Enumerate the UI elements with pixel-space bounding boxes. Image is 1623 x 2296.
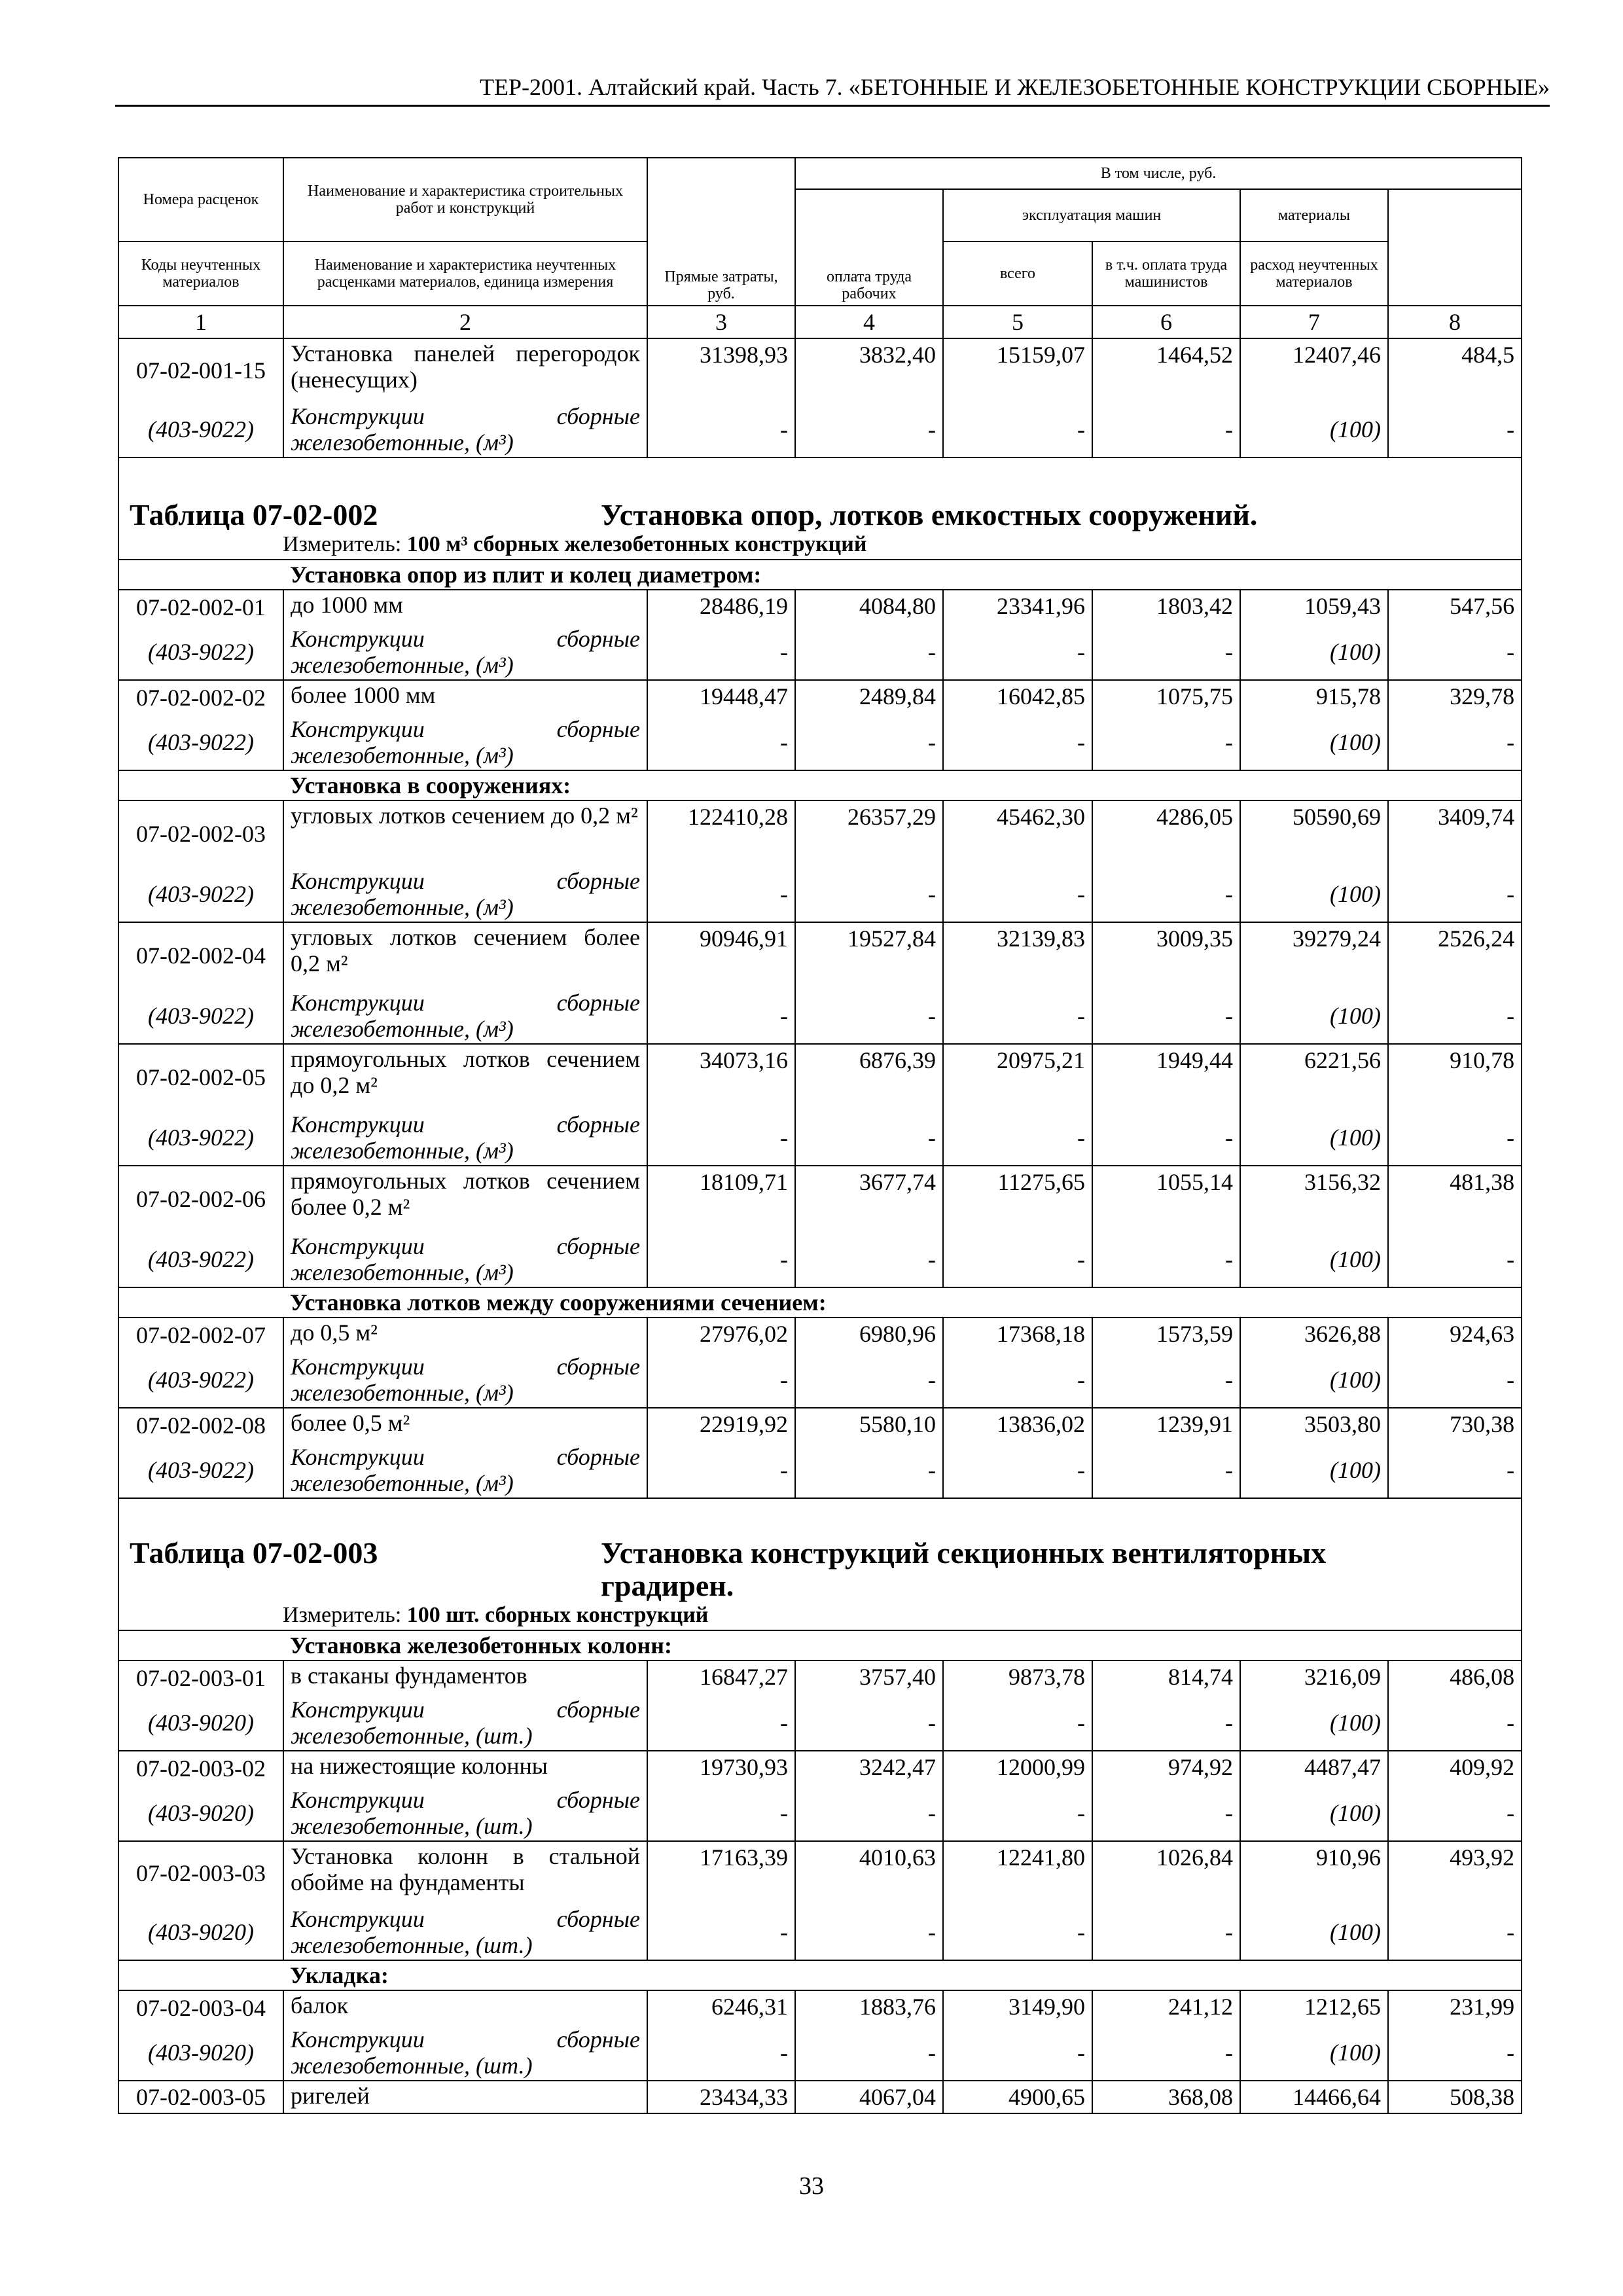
rate-value: 3009,35 [1092, 922, 1240, 988]
rate-value: 50590,69 [1240, 800, 1388, 867]
column-number: 6 [1092, 306, 1240, 338]
material-value: - [1388, 2025, 1522, 2081]
rate-value: 486,08 [1388, 1660, 1522, 1695]
material-value: - [647, 1695, 795, 1751]
material-value: - [795, 1352, 943, 1408]
rate-value: 1059,43 [1240, 590, 1388, 624]
rate-value: 3832,40 [795, 338, 943, 402]
material-row [118, 1443, 1522, 1498]
rate-value: 484,5 [1388, 338, 1522, 402]
column-number: 2 [283, 306, 647, 338]
rate-code: 07-02-002-03 [118, 800, 283, 867]
material-value: - [647, 1785, 795, 1841]
column-number: 3 [647, 306, 795, 338]
table-title-cell [118, 457, 1522, 560]
rate-code: 07-02-002-07 [118, 1318, 283, 1352]
rate-value: 1075,75 [1092, 680, 1240, 715]
rate-value: 9873,78 [943, 1660, 1092, 1695]
material-value: - [795, 1232, 943, 1287]
material-code: (403-9020) [118, 1905, 283, 1960]
rate-value: 39279,24 [1240, 922, 1388, 988]
material-value: - [795, 715, 943, 770]
group-title: Установка в сооружениях: [283, 770, 1522, 800]
group-spacer [118, 560, 283, 590]
material-value: - [943, 1905, 1092, 1960]
material-value: - [795, 1110, 943, 1166]
rate-value: 547,56 [1388, 590, 1522, 624]
rate-value: 90946,91 [647, 922, 795, 988]
material-value: (100) [1240, 1905, 1388, 1960]
table-label: Таблица 07-02-002 [130, 498, 378, 531]
group-spacer [118, 770, 283, 800]
material-value: - [795, 1785, 943, 1841]
material-value: - [795, 1905, 943, 1960]
material-value: - [1092, 2025, 1240, 2081]
rate-code: 07-02-002-02 [118, 680, 283, 715]
rate-value: 122410,28 [647, 800, 795, 867]
material-name: Конструкции сборные железобетонные, (шт.) [283, 1695, 647, 1751]
rate-code: 07-02-003-01 [118, 1660, 283, 1695]
rate-value: 4487,47 [1240, 1751, 1388, 1785]
rate-value: 23434,33 [647, 2081, 795, 2113]
rate-value: 15159,07 [943, 338, 1092, 402]
col-name-top: Наименование и характеристика строительных работ и конструкций [283, 158, 647, 242]
group-header-row [118, 1287, 1522, 1318]
rate-value: 19448,47 [647, 680, 795, 715]
rate-value: 1573,59 [1092, 1318, 1240, 1352]
material-code: (403-9022) [118, 988, 283, 1044]
material-name: Конструкции сборные железобетонные, (м³) [283, 1352, 647, 1408]
material-code: (403-9022) [118, 624, 283, 680]
material-name: Конструкции сборные железобетонные, (шт.) [283, 1785, 647, 1841]
rate-row [118, 1660, 1522, 1695]
material-value: - [1092, 1695, 1240, 1751]
measure-prefix: Измеритель: [283, 1603, 407, 1627]
material-value: - [795, 1443, 943, 1498]
material-value: - [647, 2025, 795, 2081]
table-title-cell [118, 1498, 1522, 1630]
material-value: - [1388, 1785, 1522, 1841]
rate-value: 329,78 [1388, 680, 1522, 715]
page-number: 33 [799, 2172, 824, 2200]
rate-value: 11275,65 [943, 1166, 1092, 1232]
material-value: (100) [1240, 988, 1388, 1044]
rate-code: 07-02-002-04 [118, 922, 283, 988]
material-value: (100) [1240, 1110, 1388, 1166]
material-value: - [943, 1352, 1092, 1408]
material-value: (100) [1240, 1232, 1388, 1287]
material-value: - [943, 2025, 1092, 2081]
rate-value: 1464,52 [1092, 338, 1240, 402]
material-value: - [1092, 867, 1240, 922]
material-value: - [1388, 624, 1522, 680]
material-name: Конструкции сборные железобетонные, (шт.) [283, 1905, 647, 1960]
col-materials: материалы [1240, 189, 1388, 242]
material-value: - [1092, 1905, 1240, 1960]
group-title: Установка железобетонных колонн: [283, 1630, 1522, 1660]
material-name: Конструкции сборные железобетонные, (м³) [283, 402, 647, 457]
rate-code: 07-02-003-02 [118, 1751, 283, 1785]
material-value: - [943, 1443, 1092, 1498]
material-value: - [1388, 1232, 1522, 1287]
material-value: (100) [1240, 1443, 1388, 1498]
rate-name: до 0,5 м² [283, 1318, 647, 1352]
col-codes-bottom: Коды неучтенных материалов [118, 242, 283, 306]
column-number: 1 [118, 306, 283, 338]
material-value: - [1388, 1110, 1522, 1166]
rate-code: 07-02-002-06 [118, 1166, 283, 1232]
material-value: (100) [1240, 402, 1388, 457]
material-value: (100) [1240, 1785, 1388, 1841]
col-machines: эксплуатация машин [943, 189, 1240, 242]
rate-row [118, 1318, 1522, 1352]
measure-line [130, 531, 1514, 558]
rate-value: 1239,91 [1092, 1408, 1240, 1443]
col-materials-consumption: расход неучтенных материалов [1240, 242, 1388, 306]
column-number: 8 [1388, 306, 1522, 338]
rate-value: 924,63 [1388, 1318, 1522, 1352]
material-row [118, 2025, 1522, 2081]
rate-value: 31398,93 [647, 338, 795, 402]
rate-value: 14466,64 [1240, 2081, 1388, 2113]
material-value: (100) [1240, 1352, 1388, 1408]
material-code: (403-9022) [118, 402, 283, 457]
material-value: - [795, 2025, 943, 2081]
rate-value: 1026,84 [1092, 1841, 1240, 1905]
group-title: Укладка: [283, 1960, 1522, 1990]
material-value: - [647, 1905, 795, 1960]
material-value: - [647, 867, 795, 922]
material-code: (403-9020) [118, 1785, 283, 1841]
rate-name: угловых лотков сечением до 0,2 м² [283, 800, 647, 867]
rate-value: 910,78 [1388, 1044, 1522, 1110]
material-name: Конструкции сборные железобетонные, (шт.) [283, 2025, 647, 2081]
rate-name: более 1000 мм [283, 680, 647, 715]
rate-value: 915,78 [1240, 680, 1388, 715]
col-machines-total: всего [943, 242, 1092, 306]
rate-value: 23341,96 [943, 590, 1092, 624]
material-value: - [795, 624, 943, 680]
rate-value: 12407,46 [1240, 338, 1388, 402]
material-value: - [647, 715, 795, 770]
rate-row [118, 1841, 1522, 1905]
rate-value: 12241,80 [943, 1841, 1092, 1905]
material-value: - [1092, 1443, 1240, 1498]
rate-code: 07-02-001-15 [118, 338, 283, 402]
material-row [118, 867, 1522, 922]
material-value: - [1092, 715, 1240, 770]
rate-name: балок [283, 1990, 647, 2025]
material-row [118, 1695, 1522, 1751]
material-code: (403-9020) [118, 1695, 283, 1751]
material-value: - [1092, 988, 1240, 1044]
rate-value: 3242,47 [795, 1751, 943, 1785]
rate-value: 231,99 [1388, 1990, 1522, 2025]
rate-value: 13836,02 [943, 1408, 1092, 1443]
rate-value: 1803,42 [1092, 590, 1240, 624]
material-value: - [647, 988, 795, 1044]
rate-value: 19730,93 [647, 1751, 795, 1785]
material-row [118, 1352, 1522, 1408]
material-row [118, 1110, 1522, 1166]
rate-value: 6876,39 [795, 1044, 943, 1110]
rate-value: 2489,84 [795, 680, 943, 715]
rate-value: 28486,19 [647, 590, 795, 624]
rate-value: 19527,84 [795, 922, 943, 988]
material-name: Конструкции сборные железобетонные, (м³) [283, 624, 647, 680]
material-row [118, 624, 1522, 680]
material-value: - [647, 624, 795, 680]
column-numbers-row [118, 306, 1522, 338]
table-title: Установка конструкций секционных вентиляторных градирен. [601, 1536, 1327, 1602]
rate-value: 974,92 [1092, 1751, 1240, 1785]
material-value: - [1388, 1352, 1522, 1408]
running-header: ТЕР-2001. Алтайский край. Часть 7. «БЕТОННЫЕ И ЖЕЛЕЗОБЕТОННЫЕ КОНСТРУКЦИИ СБОРНЫЕ» [115, 71, 1550, 107]
rate-row [118, 1751, 1522, 1785]
table-label: Таблица 07-02-003 [130, 1536, 378, 1570]
rate-code: 07-02-003-03 [118, 1841, 283, 1905]
material-code: (403-9022) [118, 1232, 283, 1287]
material-value: - [795, 867, 943, 922]
material-value: (100) [1240, 1695, 1388, 1751]
material-value: - [647, 402, 795, 457]
group-title: Установка лотков между сооружениями сечением: [283, 1287, 1522, 1318]
material-value: - [1388, 1443, 1522, 1498]
material-name: Конструкции сборные железобетонные, (м³) [283, 867, 647, 922]
rate-value: 910,96 [1240, 1841, 1388, 1905]
rate-name: прямоугольных лотков сечением до 0,2 м² [283, 1044, 647, 1110]
rate-code: 07-02-003-05 [118, 2081, 283, 2113]
material-value: - [1388, 1695, 1522, 1751]
rate-value: 12000,99 [943, 1751, 1092, 1785]
material-name: Конструкции сборные железобетонные, (м³) [283, 715, 647, 770]
rate-value: 3677,74 [795, 1166, 943, 1232]
material-name: Конструкции сборные железобетонные, (м³) [283, 1443, 647, 1498]
rate-row [118, 590, 1522, 624]
group-spacer [118, 1630, 283, 1660]
rate-value: 3626,88 [1240, 1318, 1388, 1352]
material-value: (100) [1240, 2025, 1388, 2081]
rate-row [118, 680, 1522, 715]
material-value: - [943, 1785, 1092, 1841]
material-value: - [1388, 402, 1522, 457]
col-including: В том числе, руб. [795, 158, 1522, 189]
material-value: - [943, 1695, 1092, 1751]
col-labor-pay: оплата труда рабочих [795, 189, 943, 306]
rate-name: Установка панелей перегородок (ненесущих) [283, 338, 647, 402]
material-value: - [943, 867, 1092, 922]
rate-value: 2526,24 [1388, 922, 1522, 988]
rate-value: 4084,80 [795, 590, 943, 624]
rate-value: 508,38 [1388, 2081, 1522, 2113]
rate-value: 1883,76 [795, 1990, 943, 2025]
col-machines-labor: в т.ч. оплата труда машинистов [1092, 242, 1240, 306]
table-title-row [118, 457, 1522, 560]
column-number: 4 [795, 306, 943, 338]
material-row [118, 1232, 1522, 1287]
group-title: Установка опор из плит и колец диаметром: [283, 560, 1522, 590]
rate-value: 6980,96 [795, 1318, 943, 1352]
rate-row [118, 2081, 1522, 2113]
rate-value: 27976,02 [647, 1318, 795, 1352]
material-row [118, 1785, 1522, 1841]
material-value: - [795, 988, 943, 1044]
rate-value: 18109,71 [647, 1166, 795, 1232]
material-value: - [647, 1443, 795, 1498]
rate-value: 493,92 [1388, 1841, 1522, 1905]
measure-value: 100 м³ сборных железобетонных конструкций [406, 532, 867, 556]
rate-value: 17368,18 [943, 1318, 1092, 1352]
group-spacer [118, 1960, 283, 1990]
col-name-bottom: Наименование и характеристика неучтенных расценками материалов, единица измерения [283, 242, 647, 306]
rate-value: 1949,44 [1092, 1044, 1240, 1110]
rate-value: 6246,31 [647, 1990, 795, 2025]
group-header-row [118, 770, 1522, 800]
material-value: - [647, 1232, 795, 1287]
rate-value: 3149,90 [943, 1990, 1092, 2025]
rate-value: 45462,30 [943, 800, 1092, 867]
rate-value: 3409,74 [1388, 800, 1522, 867]
measure-value: 100 шт. сборных конструкций [406, 1603, 709, 1627]
rate-name: Установка колонн в стальной обойме на фундаменты [283, 1841, 647, 1905]
col-direct-costs: Прямые затраты, руб. [647, 158, 795, 306]
rate-value: 3757,40 [795, 1660, 943, 1695]
material-value: - [943, 402, 1092, 457]
material-row [118, 402, 1522, 457]
rate-value: 4010,63 [795, 1841, 943, 1905]
table-title-row [118, 1498, 1522, 1630]
rate-value: 4286,05 [1092, 800, 1240, 867]
rate-value: 3503,80 [1240, 1408, 1388, 1443]
rate-value: 3216,09 [1240, 1660, 1388, 1695]
material-value: - [647, 1352, 795, 1408]
table-title: Установка опор, лотков емкостных сооружений. [601, 498, 1258, 531]
material-value: - [1092, 624, 1240, 680]
material-value: (100) [1240, 867, 1388, 922]
material-value: - [1092, 402, 1240, 457]
material-code: (403-9022) [118, 1110, 283, 1166]
column-number: 5 [943, 306, 1092, 338]
material-row [118, 715, 1522, 770]
measure-line [130, 1602, 1514, 1628]
rate-value: 1055,14 [1092, 1166, 1240, 1232]
rate-value: 3156,32 [1240, 1166, 1388, 1232]
material-value: - [943, 1110, 1092, 1166]
rate-row [118, 1408, 1522, 1443]
rate-code: 07-02-003-04 [118, 1990, 283, 2025]
group-header-row [118, 1960, 1522, 1990]
material-value: - [1388, 867, 1522, 922]
material-name: Конструкции сборные железобетонные, (м³) [283, 988, 647, 1044]
rate-value: 481,38 [1388, 1166, 1522, 1232]
material-value: - [1388, 715, 1522, 770]
rate-value: 22919,92 [647, 1408, 795, 1443]
col-codes-top: Номера расценок [118, 158, 283, 242]
rate-value: 32139,83 [943, 922, 1092, 988]
rate-value: 4900,65 [943, 2081, 1092, 2113]
measure-prefix: Измеритель: [283, 532, 407, 556]
rate-value: 26357,29 [795, 800, 943, 867]
rate-row [118, 922, 1522, 988]
rate-value: 5580,10 [795, 1408, 943, 1443]
group-header-row [118, 560, 1522, 590]
rate-code: 07-02-002-08 [118, 1408, 283, 1443]
material-value: - [943, 1232, 1092, 1287]
column-number: 7 [1240, 306, 1388, 338]
rate-value: 6221,56 [1240, 1044, 1388, 1110]
rate-value: 17163,39 [647, 1841, 795, 1905]
material-value: - [1388, 988, 1522, 1044]
rate-value: 1212,65 [1240, 1990, 1388, 2025]
rate-value: 16847,27 [647, 1660, 795, 1695]
material-value: (100) [1240, 715, 1388, 770]
rate-value: 20975,21 [943, 1044, 1092, 1110]
material-code: (403-9020) [118, 2025, 283, 2081]
rate-row [118, 338, 1522, 402]
rate-value: 730,38 [1388, 1408, 1522, 1443]
material-name: Конструкции сборные железобетонные, (м³) [283, 1110, 647, 1166]
material-code: (403-9022) [118, 867, 283, 922]
rate-row [118, 1166, 1522, 1232]
rate-value: 4067,04 [795, 2081, 943, 2113]
material-code: (403-9022) [118, 715, 283, 770]
rate-name: угловых лотков сечением более 0,2 м² [283, 922, 647, 988]
group-spacer [118, 1287, 283, 1318]
rate-name: до 1000 мм [283, 590, 647, 624]
rate-value: 241,12 [1092, 1990, 1240, 2025]
rates-table [118, 157, 1522, 2114]
rate-code: 07-02-002-05 [118, 1044, 283, 1110]
material-row [118, 1905, 1522, 1960]
material-row [118, 988, 1522, 1044]
rate-code: 07-02-002-01 [118, 590, 283, 624]
material-value: - [943, 988, 1092, 1044]
material-value: - [1388, 1905, 1522, 1960]
material-value: - [795, 402, 943, 457]
group-header-row [118, 1630, 1522, 1660]
rate-value: 368,08 [1092, 2081, 1240, 2113]
rate-row [118, 800, 1522, 867]
rate-name: в стаканы фундаментов [283, 1660, 647, 1695]
material-value: - [1092, 1352, 1240, 1408]
material-value: - [1092, 1232, 1240, 1287]
rate-row [118, 1044, 1522, 1110]
material-name: Конструкции сборные железобетонные, (м³) [283, 1232, 647, 1287]
rate-name: более 0,5 м² [283, 1408, 647, 1443]
material-value: - [943, 624, 1092, 680]
material-code: (403-9022) [118, 1352, 283, 1408]
rate-value: 34073,16 [647, 1044, 795, 1110]
rate-value: 814,74 [1092, 1660, 1240, 1695]
rate-name: ригелей [283, 2081, 647, 2113]
material-value: - [647, 1110, 795, 1166]
rate-value: 409,92 [1388, 1751, 1522, 1785]
material-value: - [1092, 1785, 1240, 1841]
rate-name: прямоугольных лотков сечением более 0,2 м² [283, 1166, 647, 1232]
material-code: (403-9022) [118, 1443, 283, 1498]
material-value: (100) [1240, 624, 1388, 680]
material-value: - [1092, 1110, 1240, 1166]
rate-value: 16042,85 [943, 680, 1092, 715]
rate-name: на нижестоящие колонны [283, 1751, 647, 1785]
material-value: - [795, 1695, 943, 1751]
material-value: - [943, 715, 1092, 770]
rate-row [118, 1990, 1522, 2025]
